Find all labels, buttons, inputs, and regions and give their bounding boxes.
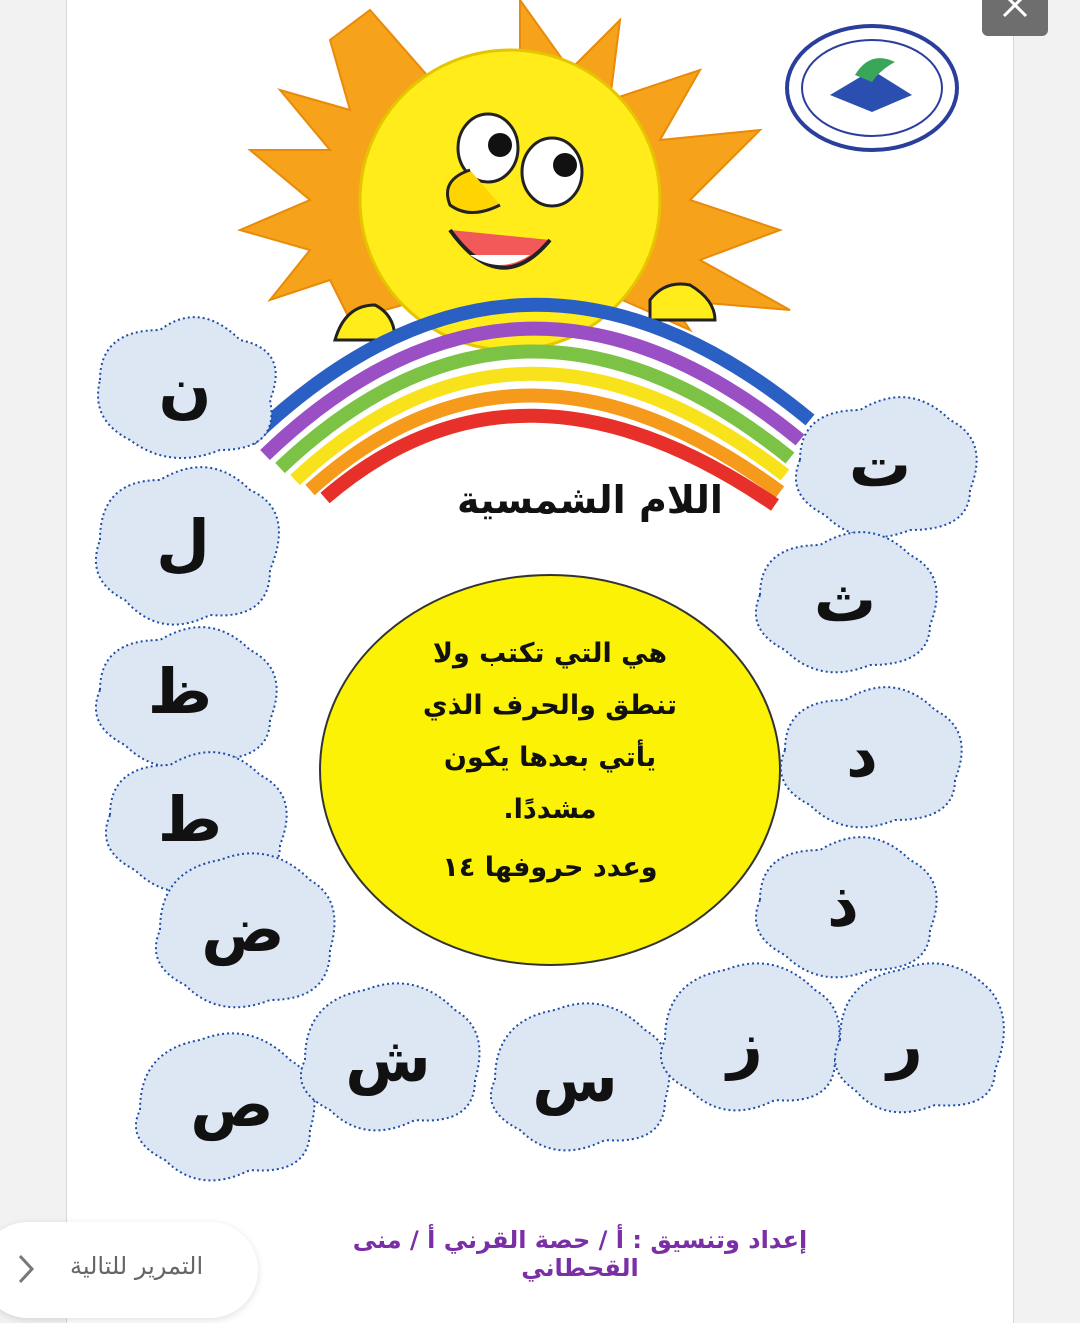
close-icon — [1000, 0, 1030, 20]
letter-lam: ل — [156, 506, 210, 579]
letter-za-heavy: ظ — [147, 655, 213, 728]
definition-line: تنطق والحرف الذي — [422, 690, 678, 721]
definition-line: هي التي تكتب ولا — [432, 638, 668, 669]
letter-count-text: وعدد حروفها ١٤ — [442, 852, 658, 883]
letter-dal: د — [846, 718, 878, 791]
rainbow — [250, 305, 810, 505]
credit-line: إعداد وتنسيق : أ / حصة القرني أ / منى القحطاني — [352, 1226, 808, 1282]
definition-line: يأتي بعدها يكون — [443, 742, 657, 773]
letter-tha: ث — [813, 563, 877, 636]
close-button[interactable] — [982, 0, 1048, 36]
school-logo-icon — [787, 26, 957, 150]
letter-nun: ن — [158, 353, 212, 426]
worksheet-title: اللام الشمسية — [457, 478, 723, 522]
scroll-next-label[interactable]: التمرير للتالية — [70, 1252, 204, 1280]
letter-ta: ت — [848, 428, 912, 501]
letter-zay: ز — [727, 1008, 763, 1081]
letter-dad: ض — [201, 893, 285, 966]
chevron-right-icon[interactable] — [14, 1252, 38, 1286]
definition-line: مشددًا. — [503, 794, 597, 825]
letter-sad: ص — [190, 1068, 274, 1141]
letter-shin: ش — [345, 1023, 431, 1096]
letter-dhal: ذ — [827, 868, 859, 941]
letter-ra: ر — [887, 1008, 923, 1081]
letter-ta-heavy: ط — [157, 783, 223, 856]
definition-text — [380, 628, 720, 836]
letter-sin: س — [532, 1043, 618, 1116]
